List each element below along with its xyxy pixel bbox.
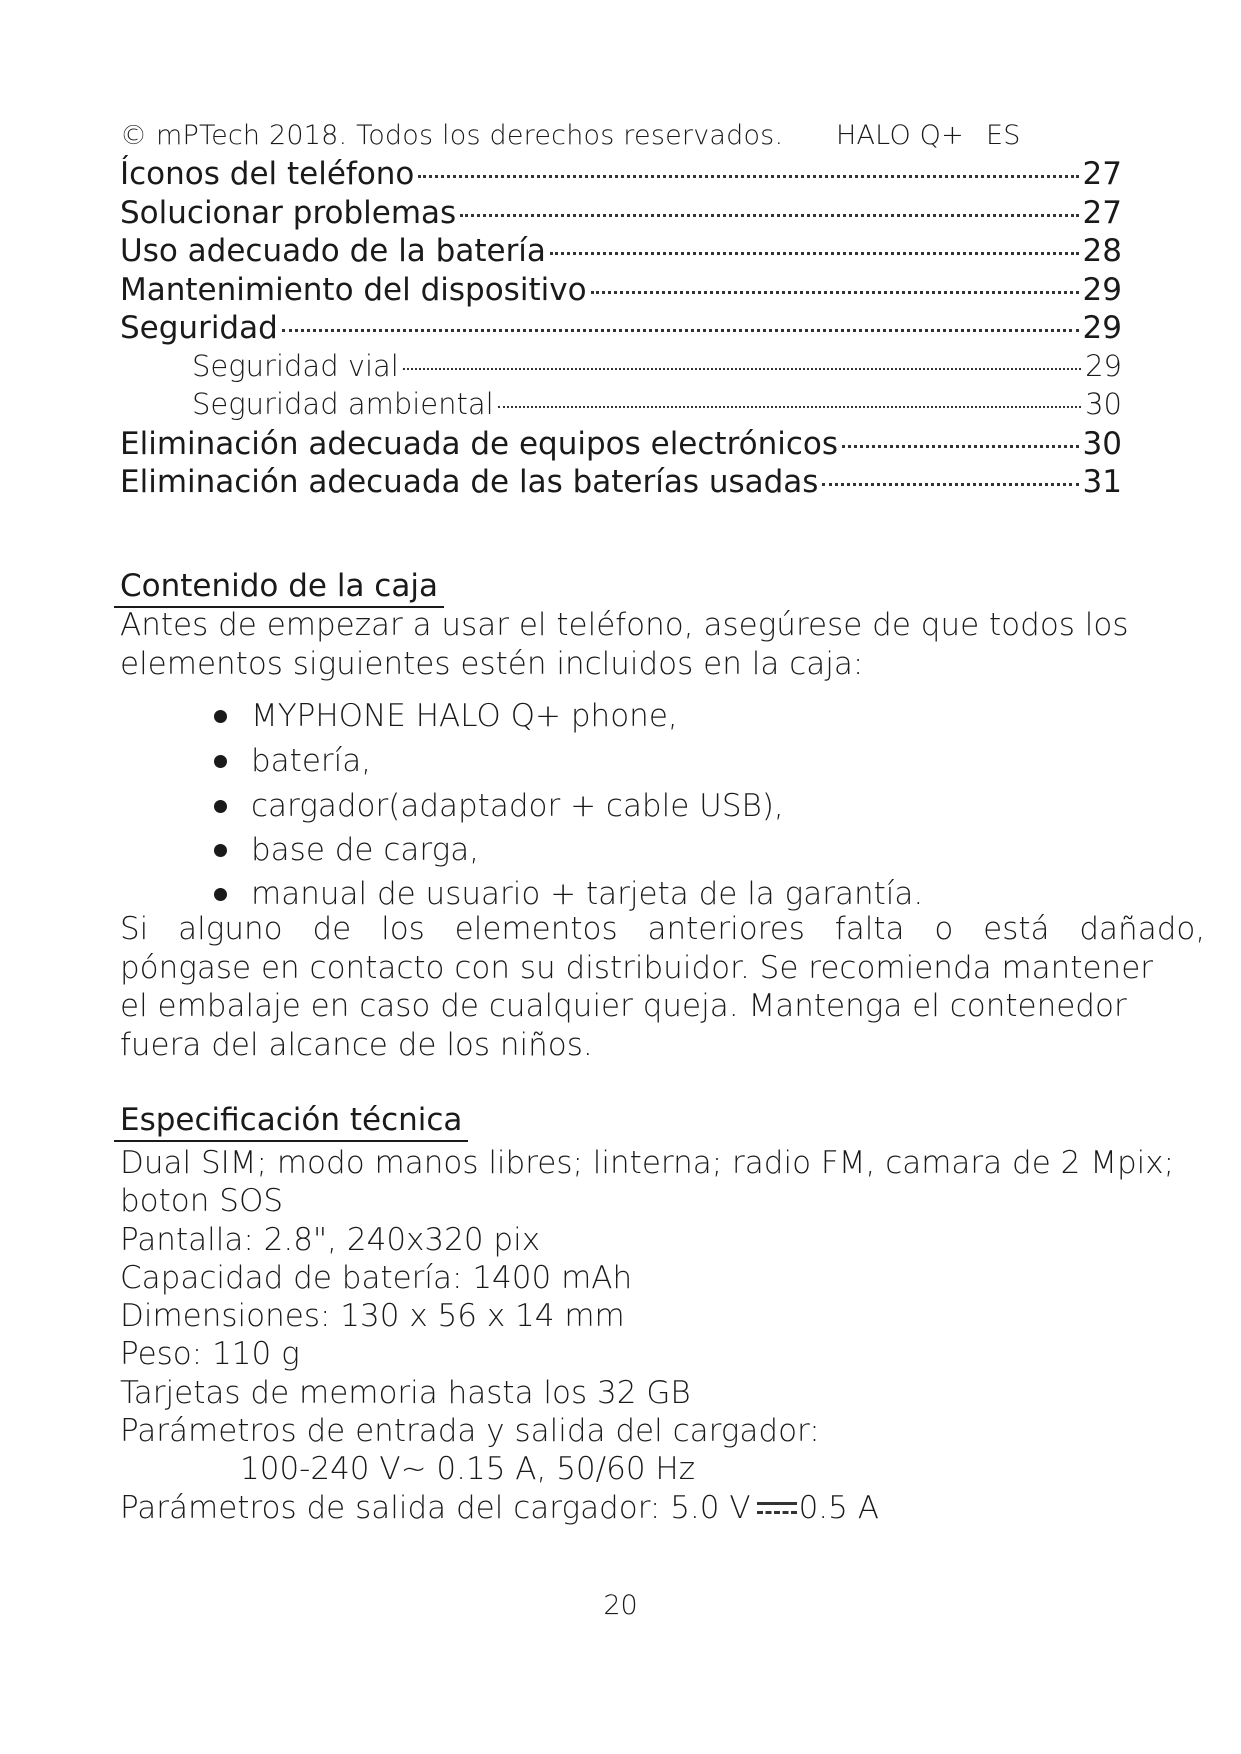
note-line: el embalaje en caso de cualquier queja. Mantenga el contenedor (120, 988, 1127, 1024)
spec-weight: Peso: 110 g (120, 1336, 300, 1373)
toc-entry-page: 27 (1082, 194, 1122, 231)
toc-leader-dots (498, 406, 1081, 408)
note-line: Si alguno de los elementos anteriores falta o está dañado, (120, 911, 1206, 947)
toc-entry[interactable] (120, 195, 1122, 234)
toc-entry-page: 29 (1082, 271, 1122, 308)
toc-entry-title: Eliminación adecuada de las baterías usadas (120, 464, 819, 500)
toc-entry[interactable] (120, 233, 1122, 272)
list-item-text: base de carga, (251, 832, 480, 868)
box-contents-title: Contenido de la caja (120, 568, 438, 604)
toc-entry-title: Íconos del teléfono (120, 156, 415, 192)
table-of-contents (120, 156, 1122, 503)
box-contents-note (120, 910, 1206, 1064)
toc-entry-page: 29 (1085, 348, 1122, 383)
toc-leader-dots (282, 329, 1079, 332)
toc-entry-title: Seguridad ambiental (192, 387, 494, 421)
spec-screen: Pantalla: 2.8", 240x320 pix (120, 1221, 541, 1258)
tech-spec-list (120, 1145, 1175, 1528)
toc-subentry[interactable] (120, 349, 1122, 388)
toc-subentry[interactable] (120, 387, 1122, 426)
toc-entry-title: Mantenimiento del dispositivo (120, 271, 587, 308)
toc-entry-page: 31 (1082, 464, 1122, 500)
toc-entry[interactable] (120, 310, 1122, 349)
page-header (120, 120, 1020, 160)
spec-charger-input: 100-240 V~ 0.15 A, 50/60 Hz (240, 1451, 695, 1488)
spec-charger-io-label: Parámetros de entrada y salida del cargador: (120, 1413, 820, 1450)
spec-memory: Tarjetas de memoria hasta los 32 GB (120, 1374, 691, 1411)
toc-entry[interactable] (120, 426, 1122, 465)
list-item (214, 738, 1114, 784)
list-item-text: batería, (251, 743, 372, 779)
bullet-icon (214, 844, 227, 857)
box-contents-list (214, 694, 1114, 916)
toc-entry-title: Solucionar problemas (120, 194, 457, 231)
toc-leader-dots (822, 483, 1078, 486)
toc-entry[interactable] (120, 156, 1122, 195)
list-item (214, 828, 1114, 872)
toc-entry[interactable] (120, 464, 1122, 503)
list-item-text: MYPHONE HALO Q+ phone, (251, 698, 678, 734)
note-line: póngase en contacto con su distribuidor. Se recomienda mantener (120, 949, 1154, 986)
toc-leader-dots (403, 368, 1081, 370)
toc-entry[interactable] (120, 272, 1122, 311)
list-item (214, 784, 1114, 828)
spec-battery: Capacidad de batería: 1400 mAh (120, 1259, 633, 1296)
spec-features: Dual SIM; modo manos libres; linterna; radio FM, camara de 2 Mpix; (120, 1145, 1175, 1181)
toc-entry-page: 30 (1085, 387, 1122, 421)
language-code: ES (986, 120, 1021, 151)
spec-charger-output (120, 1490, 1140, 1528)
tech-spec-title: Especificación técnica (120, 1102, 463, 1138)
heading-underline (114, 1140, 468, 1142)
toc-leader-dots (460, 214, 1078, 217)
box-contents-intro (120, 606, 1140, 683)
tech-spec-heading (120, 1102, 462, 1138)
charger-output-prefix: Parámetros de salida del cargador: 5.0 V (120, 1489, 751, 1526)
toc-entry-page: 29 (1082, 310, 1122, 346)
bullet-icon (214, 755, 227, 768)
charger-output-suffix: 0.5 A (798, 1489, 879, 1526)
bullet-icon (214, 800, 227, 813)
intro-line: Antes de empezar a usar el teléfono, asegúrese de que todos los (120, 607, 1129, 643)
page-number: 20 (603, 1590, 638, 1621)
box-contents-heading (120, 568, 438, 604)
toc-entry-page: 27 (1082, 156, 1122, 192)
bullet-icon (214, 710, 227, 723)
toc-leader-dots (842, 445, 1079, 448)
list-item (214, 694, 1114, 738)
toc-entry-title: Seguridad vial (192, 348, 399, 383)
list-item-text: manual de usuario + tarjeta de la garantía. (251, 876, 924, 912)
toc-leader-dots (591, 291, 1079, 294)
intro-line: elementos siguientes estén incluidos en la caja: (120, 645, 864, 682)
note-line: fuera del alcance de los niños. (120, 1026, 593, 1063)
toc-leader-dots (550, 252, 1079, 255)
toc-entry-title: Uso adecuado de la batería (120, 233, 546, 269)
toc-entry-title: Eliminación adecuada de equipos electrónicos (120, 425, 839, 462)
spec-features-cont: boton SOS (120, 1183, 284, 1220)
bullet-icon (214, 888, 227, 901)
model-name: HALO Q+ (836, 120, 964, 151)
copyright-text: © mPTech 2018. Todos los derechos reservados. (120, 120, 784, 151)
toc-entry-page: 30 (1082, 425, 1122, 462)
dc-symbol-icon (757, 1498, 797, 1520)
spec-dimensions: Dimensiones: 130 x 56 x 14 mm (120, 1298, 625, 1335)
list-item-text: cargador(adaptador + cable USB), (251, 788, 784, 824)
toc-leader-dots (418, 175, 1078, 178)
toc-entry-title: Seguridad (120, 310, 278, 346)
toc-entry-page: 28 (1082, 233, 1122, 269)
